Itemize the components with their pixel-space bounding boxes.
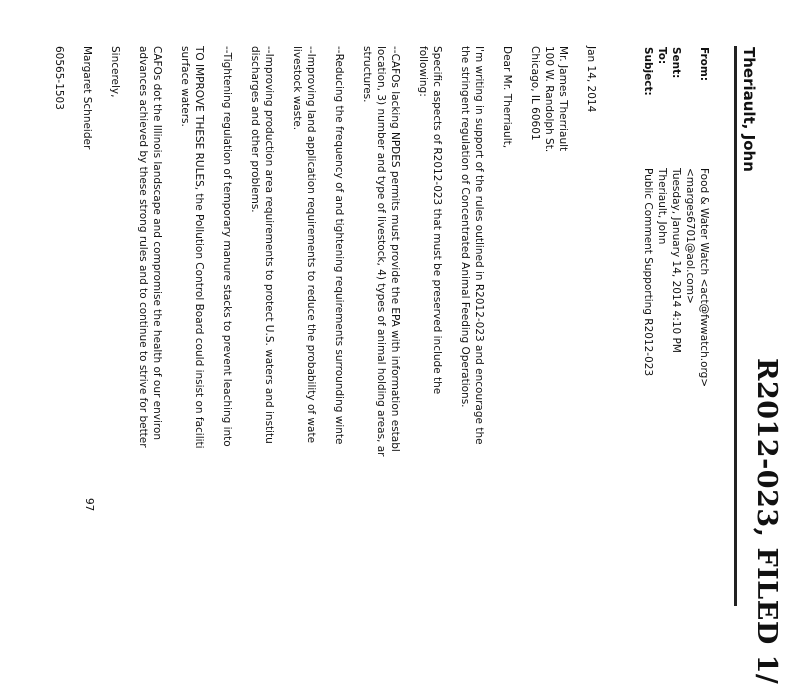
- address-line: Chicago, IL 60601: [529, 46, 541, 141]
- improve-line: TO IMPROVE THESE RULES, the Pollution Control Board could insist on faciliti: [193, 46, 205, 449]
- from-label: From:: [698, 47, 710, 82]
- closing-line: CAFOs dot the Illinois landscape and compromise the health of our environ: [151, 46, 163, 441]
- signoff: Sincerely,: [109, 46, 121, 98]
- improve-line: surface waters.: [179, 46, 191, 127]
- bullet-line: livestock waste.: [291, 46, 303, 131]
- subject-value: Public Comment Supporting R2012-023: [642, 168, 654, 377]
- to-value: Theriault, John: [656, 168, 668, 245]
- sent-label: Sent:: [670, 47, 682, 79]
- subject-label: Subject:: [642, 47, 654, 96]
- from-value: Food & Water Watch <act@fwwatch.org>: [698, 168, 710, 388]
- bullet-line: --Reducing the frequency of and tightening requirements surrounding winte: [333, 46, 345, 445]
- sender-name: Theriault, John: [740, 47, 758, 172]
- filing-stamp: R2012-023, FILED 1/: [751, 358, 782, 684]
- bullet-line: discharges and other problems.: [249, 46, 261, 213]
- address-line: Mr. James Therriault: [557, 46, 569, 152]
- specific-line: following:: [417, 46, 429, 97]
- bullet-line: --CAFOs lacking NPDES permits must provide the EPA with information establ: [389, 46, 401, 452]
- specific-line: Specific aspects of R2012-023 that must be preserved include the: [431, 46, 443, 395]
- address-line: 100 W. Randolph St.: [543, 46, 555, 153]
- zip-code: 60565-1503: [53, 46, 65, 110]
- closing-line: advances achieved by these strong rules and to continue to strive for better: [137, 46, 149, 448]
- bullet-line: structures.: [361, 46, 373, 103]
- page-number: 97: [83, 498, 95, 512]
- header-rule: [734, 46, 737, 606]
- bullet-line: location, 3) number and type of livestock, 4) types of animal holding areas, ar: [375, 46, 387, 457]
- signature-name: Margaret Schneider: [81, 46, 93, 150]
- bullet-line: --Tightening regulation of temporary manure stacks to prevent leaching into: [221, 46, 233, 447]
- to-label: To:: [656, 47, 668, 65]
- from-email: <marges6701@aol.com>: [684, 168, 696, 304]
- intro-line: the stringent regulation of Concentrated Animal Feeding Operations.: [459, 46, 471, 408]
- bullet-line: --Improving production area requirements to protect U.S. waters and institu: [263, 46, 275, 444]
- bullet-line: --Improving land application requirements to reduce the probability of wate: [305, 46, 317, 444]
- salutation: Dear Mr. Therriault,: [501, 46, 513, 149]
- letter-date: Jan 14, 2014: [585, 46, 597, 113]
- sent-value: Tuesday, January 14, 2014 4:10 PM: [670, 168, 682, 353]
- intro-line: I'm writing in support of the rules outlined in R2012-023 and encourage the: [473, 46, 485, 445]
